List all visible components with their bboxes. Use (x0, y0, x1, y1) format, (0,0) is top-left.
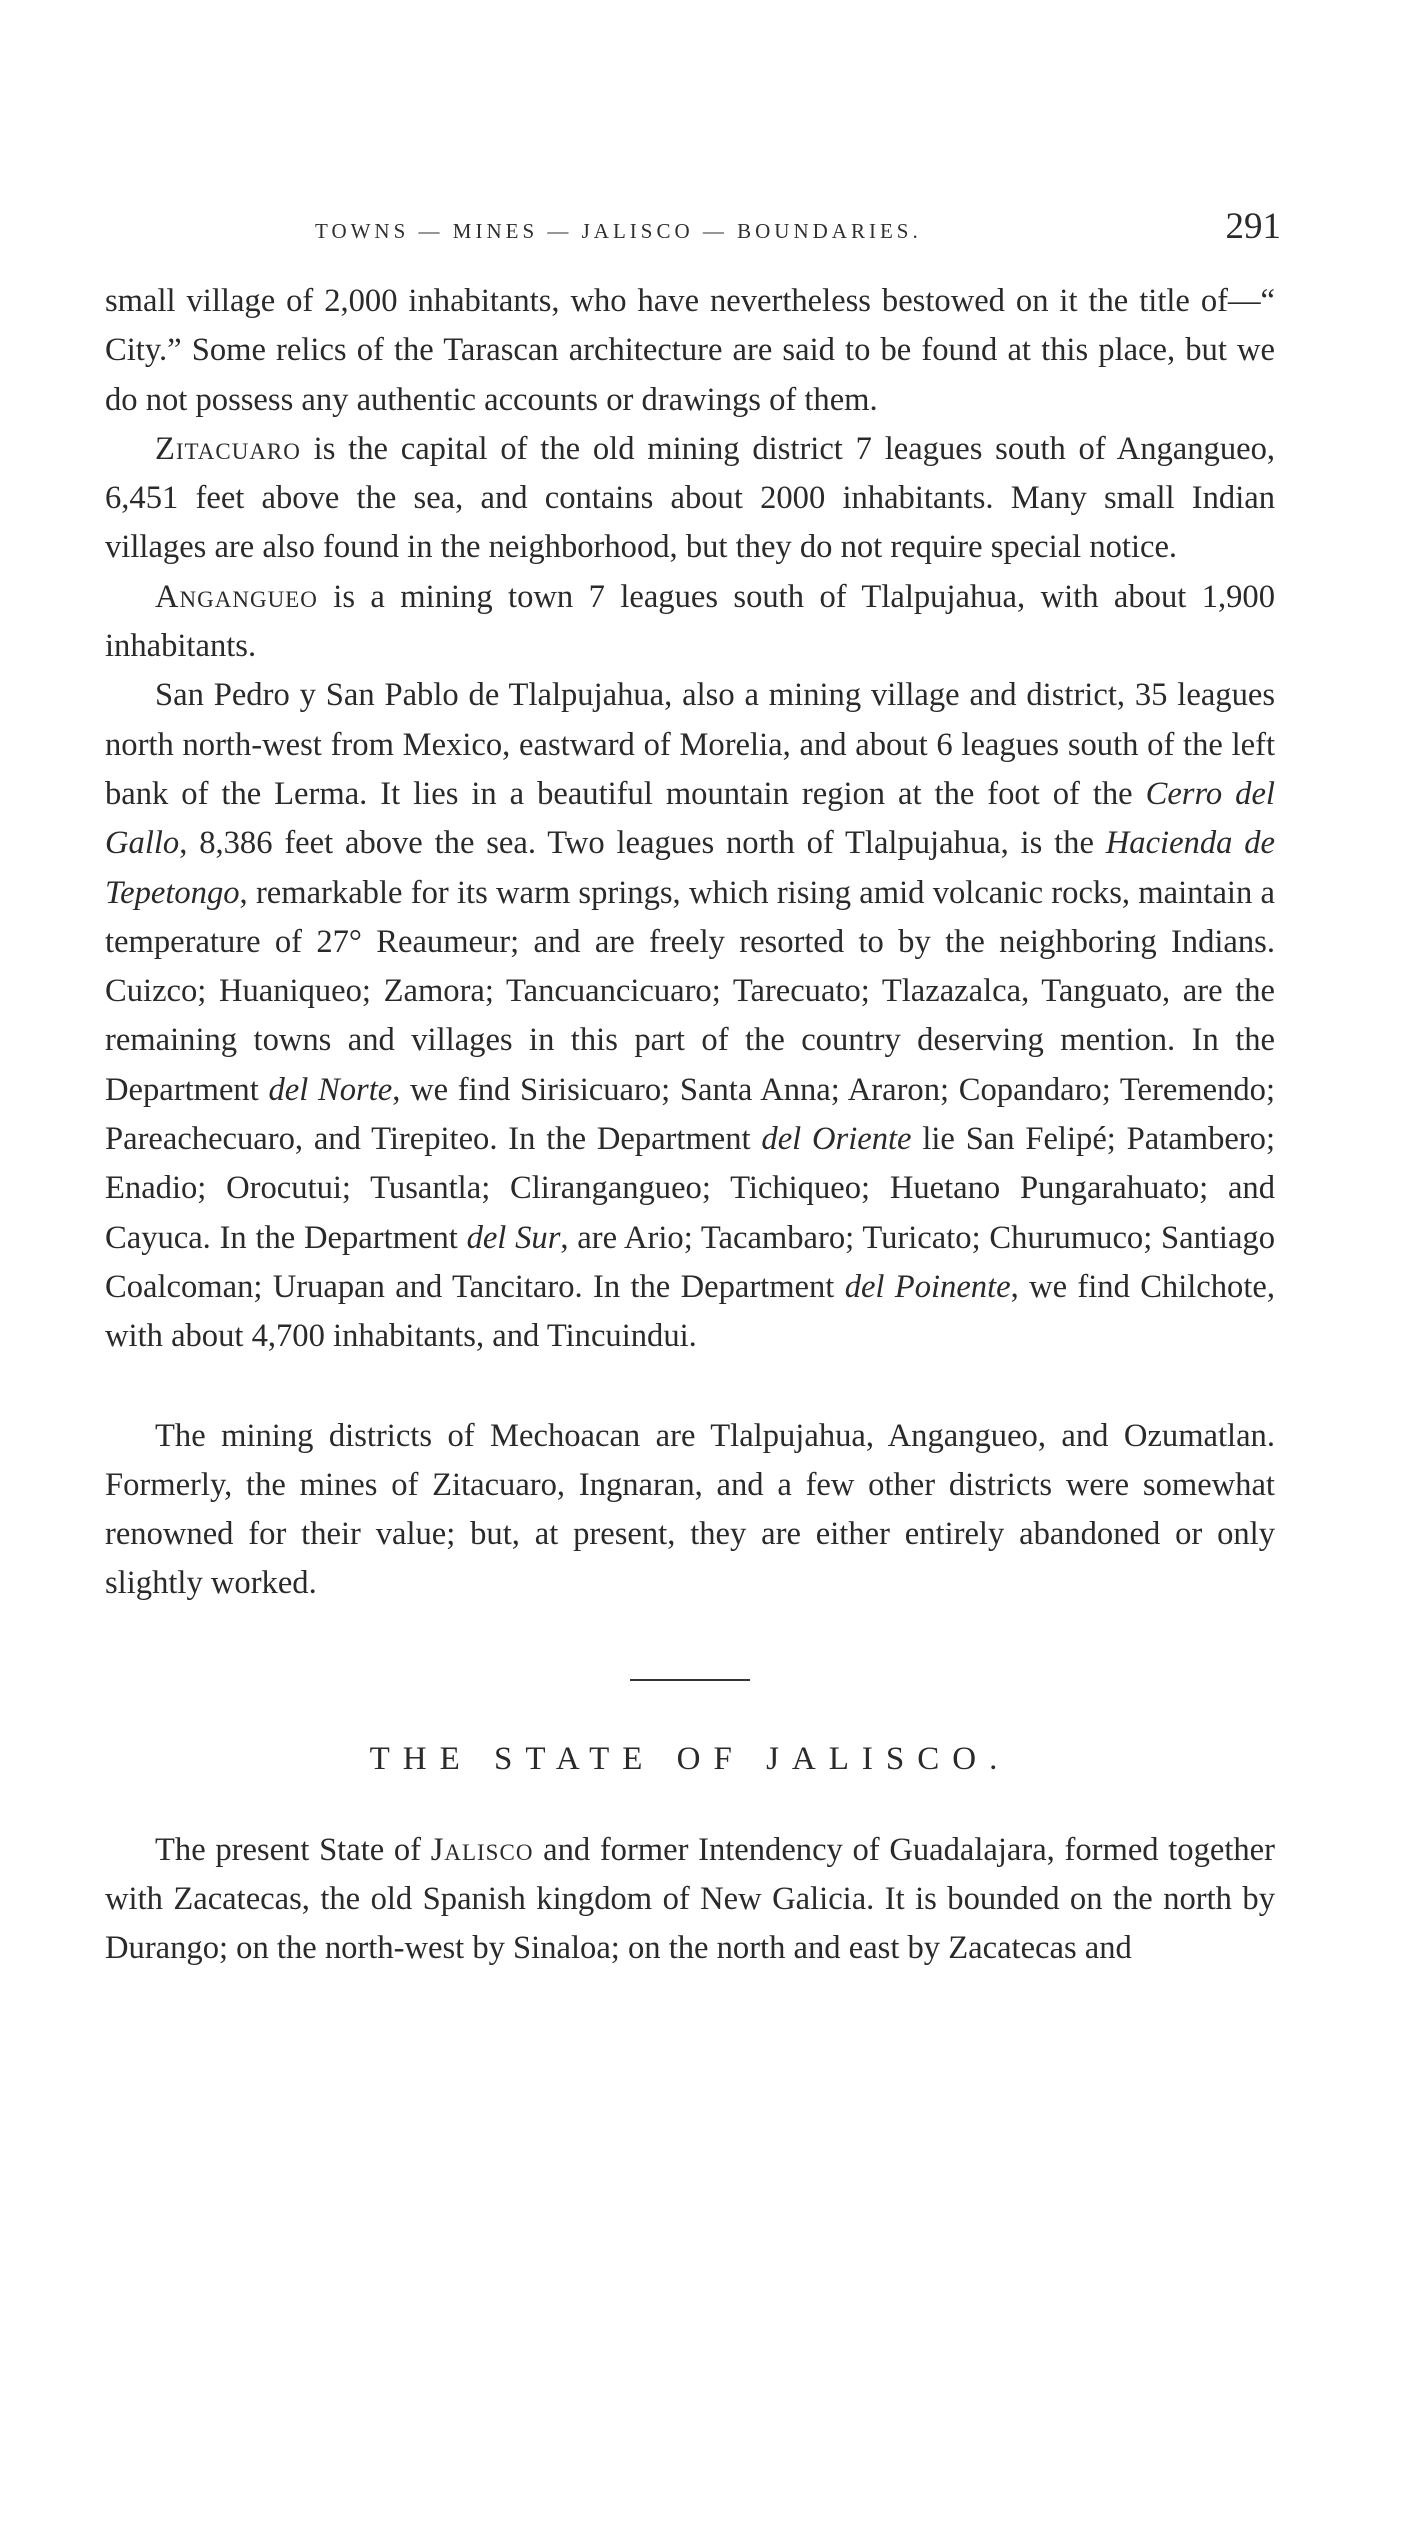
page-number: 291 (1225, 206, 1281, 247)
running-head (105, 205, 1281, 255)
book-page (105, 205, 1281, 1974)
paragraph-mining-districts: The mining districts of Mechoacan are Tlalpujahua, Angangueo, and Ozumatlan. Formerly, the mines of Zitacuaro, Ingnaran, and a few other districts were somewhat renowned for their value; but, at present, they are either entirely abandoned or only slightly worked. (105, 1417, 1275, 1602)
paragraph-tlalpujahua (105, 671, 1275, 1361)
place-name-jalisco: Jalisco (430, 1831, 534, 1868)
italic-term: Cerro del Gallo (105, 775, 1275, 862)
paragraph-text: is the capital of the old mining district 7 leagues south of Angangueo, 6,451 feet above the sea, and contains about 2000 inhabitants. Many small Indian villages are also found in the neighborhood, but they do not require special notice. (105, 430, 1275, 566)
section-divider (630, 1679, 750, 1681)
place-name-angangueo: Angangueo (155, 578, 318, 615)
italic-term: del Norte (268, 1071, 393, 1108)
text-run: , 8,386 feet above the sea. Two leagues north of Tlalpujahua, is the (179, 825, 1106, 862)
text-run: , we find Sirisicuaro; Santa Anna; Araron; Copandaro; Teremendo; Pareachecuaro, and Tirepiteo. In the Department (105, 1071, 1275, 1158)
text-run: San Pedro y San Pablo de Tlalpujahua, also a mining village and district, 35 leagues north north-west from Mexico, eastward of Morelia, and about 6 leagues south of the left bank of the Lerma. It lies in a beautiful mountain region at the foot of the (105, 677, 1275, 812)
paragraph-zitacuaro (105, 425, 1275, 573)
italic-term: del Sur (466, 1219, 561, 1256)
place-name-zitacuaro: Zitacuaro (155, 430, 301, 467)
text-run: , remarkable for its warm springs, which rising amid volcanic rocks, maintain a temperature of 27° Reaumeur; and are freely resorted to by the neighboring Indians. Cuizco; Huaniqueo; Zamora; Tancuancicuaro; Tarecuato; Tlazazalca, Tanguato, are the remaining towns and villages in this part of the country deserving mention. In the Department (105, 874, 1275, 1108)
paragraph-gap (105, 1362, 1275, 1412)
running-title: TOWNS — MINES — JALISCO — BOUNDARIES. (315, 219, 922, 243)
text-run: , we find Chilchote, with about 4,700 inhabitants, and Tincuindui. (105, 1268, 1276, 1355)
text-run: , are Ario; Tacambaro; Turicato; Churumuco; Santiago Coalcoman; Uruapan and Tancitaro. In the Department (105, 1219, 1276, 1305)
text-run: lie San Felipé; Patambero; Enadio; Orocutui; Tusantla; Cliranganguеo; Tichiqueo; Huetano Pungarahuato; and Cayuca. In the Department (105, 1121, 1276, 1256)
text-run: The present State of (155, 1831, 431, 1868)
text-run: and former Intendency of Guadalajara, formed together with Zacatecas, the old Spanish kingdom of New Galicia. It is bounded on the north by Durango; on the north-west by Sinaloa; on the north and east by Zacatecas and (105, 1831, 1275, 1967)
italic-term: del Poinente (844, 1268, 1011, 1305)
paragraph-continuation: small village of 2,000 inhabitants, who have nevertheless bestowed on it the title of—“ City.” Some relics of the Tarascan architecture are said to be found at this place, but we do not possess any authentic accounts or drawings of them. (105, 283, 1275, 418)
italic-term: del Oriente (761, 1121, 912, 1158)
paragraph-angangueo (105, 573, 1275, 672)
italic-term: Hacienda de Tepetongo (105, 825, 1275, 911)
paragraph-jalisco (105, 1826, 1275, 1974)
section-heading: THE STATE OF JALISCO. (369, 1740, 1011, 1777)
paragraph-text: is a mining town 7 leagues south of Tlalpujahua, with about 1,900 inhabitants. (105, 578, 1275, 665)
